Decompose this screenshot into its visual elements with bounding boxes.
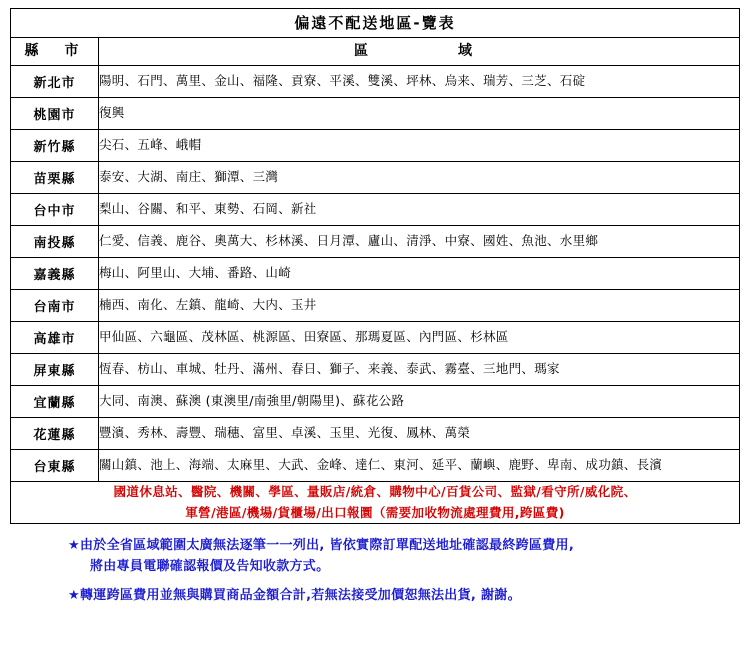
row-areas: 恆春、枋山、車城、牡丹、滿州、春日、獅子、来義、泰武、霧臺、三地門、瑪家 — [99, 354, 740, 386]
table-row — [11, 290, 740, 322]
row-county: 苗栗縣 — [11, 162, 99, 194]
row-county: 屏東縣 — [11, 354, 99, 386]
footnotes — [10, 536, 740, 606]
row-areas: 梅山、阿里山、大埔、番路、山崎 — [99, 258, 740, 290]
footnote-3 — [68, 586, 740, 607]
row-areas: 仁愛、信義、鹿谷、奧萬大、杉林溪、日月潭、廬山、清淨、中寮、國姓、魚池、水里鄉 — [99, 226, 740, 258]
note-line-1: 國道休息站、醫院、機關、學區、量販店/統倉、購物中心/百貨公司、監獄/看守所/威化院、 — [113, 484, 637, 499]
table-row — [11, 66, 740, 98]
footnote-1-text: 由於全省區域範圍太廣無法逐筆一一列出, 皆依實際訂單配送地址確認最終跨區費用, — [79, 538, 575, 554]
note-line-2: 軍營/港區/機場/貨櫃場/出口報圜（需要加收物流處理費用,跨區費) — [185, 504, 565, 520]
table-row — [11, 258, 740, 290]
table-row — [11, 98, 740, 130]
row-county: 台南市 — [11, 290, 99, 322]
row-areas: 豐濱、秀林、壽豐、瑞穗、富里、卓溪、玉里、光復、鳳林、萬榮 — [99, 418, 740, 450]
row-county: 花蓮縣 — [11, 418, 99, 450]
footnote-1 — [68, 536, 740, 557]
table-row — [11, 354, 740, 386]
row-areas: 尖石、五峰、峨帽 — [99, 130, 740, 162]
row-county: 新北市 — [11, 66, 99, 98]
table-title-row — [11, 9, 740, 38]
table-row — [11, 162, 740, 194]
footnote-2 — [68, 557, 740, 578]
row-areas: 梨山、谷關、和平、東勢、石岡、新社 — [99, 194, 740, 226]
row-county: 新竹縣 — [11, 130, 99, 162]
row-county: 台中市 — [11, 194, 99, 226]
table-row — [11, 418, 740, 450]
row-areas: 楠西、南化、左鎮、龍崎、大内、玉井 — [99, 290, 740, 322]
table-header-row — [11, 38, 740, 66]
star-icon: ★ — [68, 538, 80, 554]
row-areas: 陽明、石門、萬里、金山、福隆、貢寮、平溪、雙溪、坪林、烏来、瑞芳、三芝、石碇 — [99, 66, 740, 98]
star-icon: ★ — [68, 587, 80, 603]
special-locations-note — [11, 482, 740, 524]
table-body — [11, 9, 740, 524]
row-areas: 關山鎮、池上、海端、太麻里、大武、金峰、達仁、東河、延平、蘭嶼、鹿野、卑南、成功鎮、長濱 — [99, 450, 740, 482]
row-areas: 復興 — [99, 98, 740, 130]
row-areas: 甲仙區、六龜區、茂林區、桃源區、田寮區、那瑪夏區、內門區、杉林區 — [99, 322, 740, 354]
row-county: 高雄市 — [11, 322, 99, 354]
row-county: 桃園市 — [11, 98, 99, 130]
table-row — [11, 322, 740, 354]
footnote-3-text: 轉運跨區費用並無與購買商品金額合計,若無法接受加價恕無法出貨, 謝謝。 — [79, 587, 521, 603]
row-areas: 大同、南澳、蘇澳 (東澳里/南強里/朝陽里)、蘇花公路 — [99, 386, 740, 418]
row-county: 嘉義縣 — [11, 258, 99, 290]
table-row — [11, 226, 740, 258]
footnote-spacer — [68, 578, 740, 586]
page-title: 偏遠不配送地區-覽表 — [11, 9, 740, 38]
table-notes-row — [11, 482, 740, 524]
row-county: 台東縣 — [11, 450, 99, 482]
shipping-exclusion-table — [10, 8, 740, 524]
row-county: 宜蘭縣 — [11, 386, 99, 418]
row-county: 南投縣 — [11, 226, 99, 258]
column-header-county: 縣 市 — [11, 38, 99, 66]
table-row — [11, 450, 740, 482]
table-row — [11, 386, 740, 418]
column-header-area: 區 域 — [99, 38, 740, 66]
table-row — [11, 130, 740, 162]
footnote-2-text: 將由專員電聯確認報價及告知收款方式。 — [90, 559, 330, 575]
row-areas: 泰安、大湖、南庄、獅潭、三灣 — [99, 162, 740, 194]
table-row — [11, 194, 740, 226]
